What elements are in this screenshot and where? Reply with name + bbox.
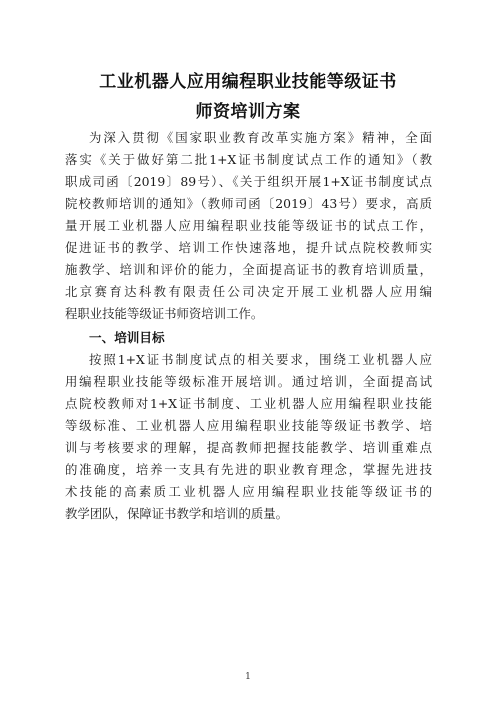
paragraph-line: 教学团队，保障证书教学和培训的质量。 [65,506,289,521]
paragraph-line: 按照1+X证书制度试点的相关要求，围绕工业机器人应 [89,352,432,367]
page-number: 1 [245,672,251,682]
paragraph-line: 用编程职业技能等级标准开展培训。通过培训，全面提高试 [65,374,432,389]
document-title-line-2: 师资培训方案 [195,102,301,122]
paragraph-line: 点院校教师对1+X证书制度、工业机器人应用编程职业技能 [65,396,432,411]
section-heading-training-goals: 一、培训目标 [89,330,165,345]
paragraph-line: 北京赛育达科教有限责任公司决定开展工业机器人应用编 [65,284,432,299]
paragraph-line: 落实《关于做好第二批1+X证书制度试点工作的通知》（教 [65,152,432,167]
paragraph-line: 术技能的高素质工业机器人应用编程职业技能等级证书的 [65,484,432,499]
paragraph-line: 施教学、培训和评价的能力，全面提高证书的教育培训质量， [65,262,432,277]
paragraph-line: 的准确度，培养一支具有先进的职业教育理念，掌握先进技 [65,462,432,477]
paragraph-line: 职成司函〔2019〕89号）、《关于组织开展1+X证书制度试点 [65,174,432,189]
document-title-line-1: 工业机器人应用编程职业技能等级证书 [99,72,397,92]
paragraph-line: 训与考核要求的理解，提高教师把握技能教学、培训重难点 [65,440,432,455]
paragraph-line: 量开展工业机器人应用编程职业技能等级证书的试点工作， [65,218,432,233]
paragraph-line: 等级标准、工业机器人应用编程职业技能等级证书教学、培 [65,418,432,433]
paragraph-line: 为深入贯彻《国家职业教育改革实施方案》精神，全面 [89,130,432,145]
paragraph-line: 院校教师培训的通知》（教师司函〔2019〕43号）要求，高质 [65,196,432,211]
paragraph-line: 程职业技能等级证书师资培训工作。 [65,306,264,321]
paragraph-line: 促进证书的教学、培训工作快速落地，提升试点院校教师实 [65,240,432,255]
